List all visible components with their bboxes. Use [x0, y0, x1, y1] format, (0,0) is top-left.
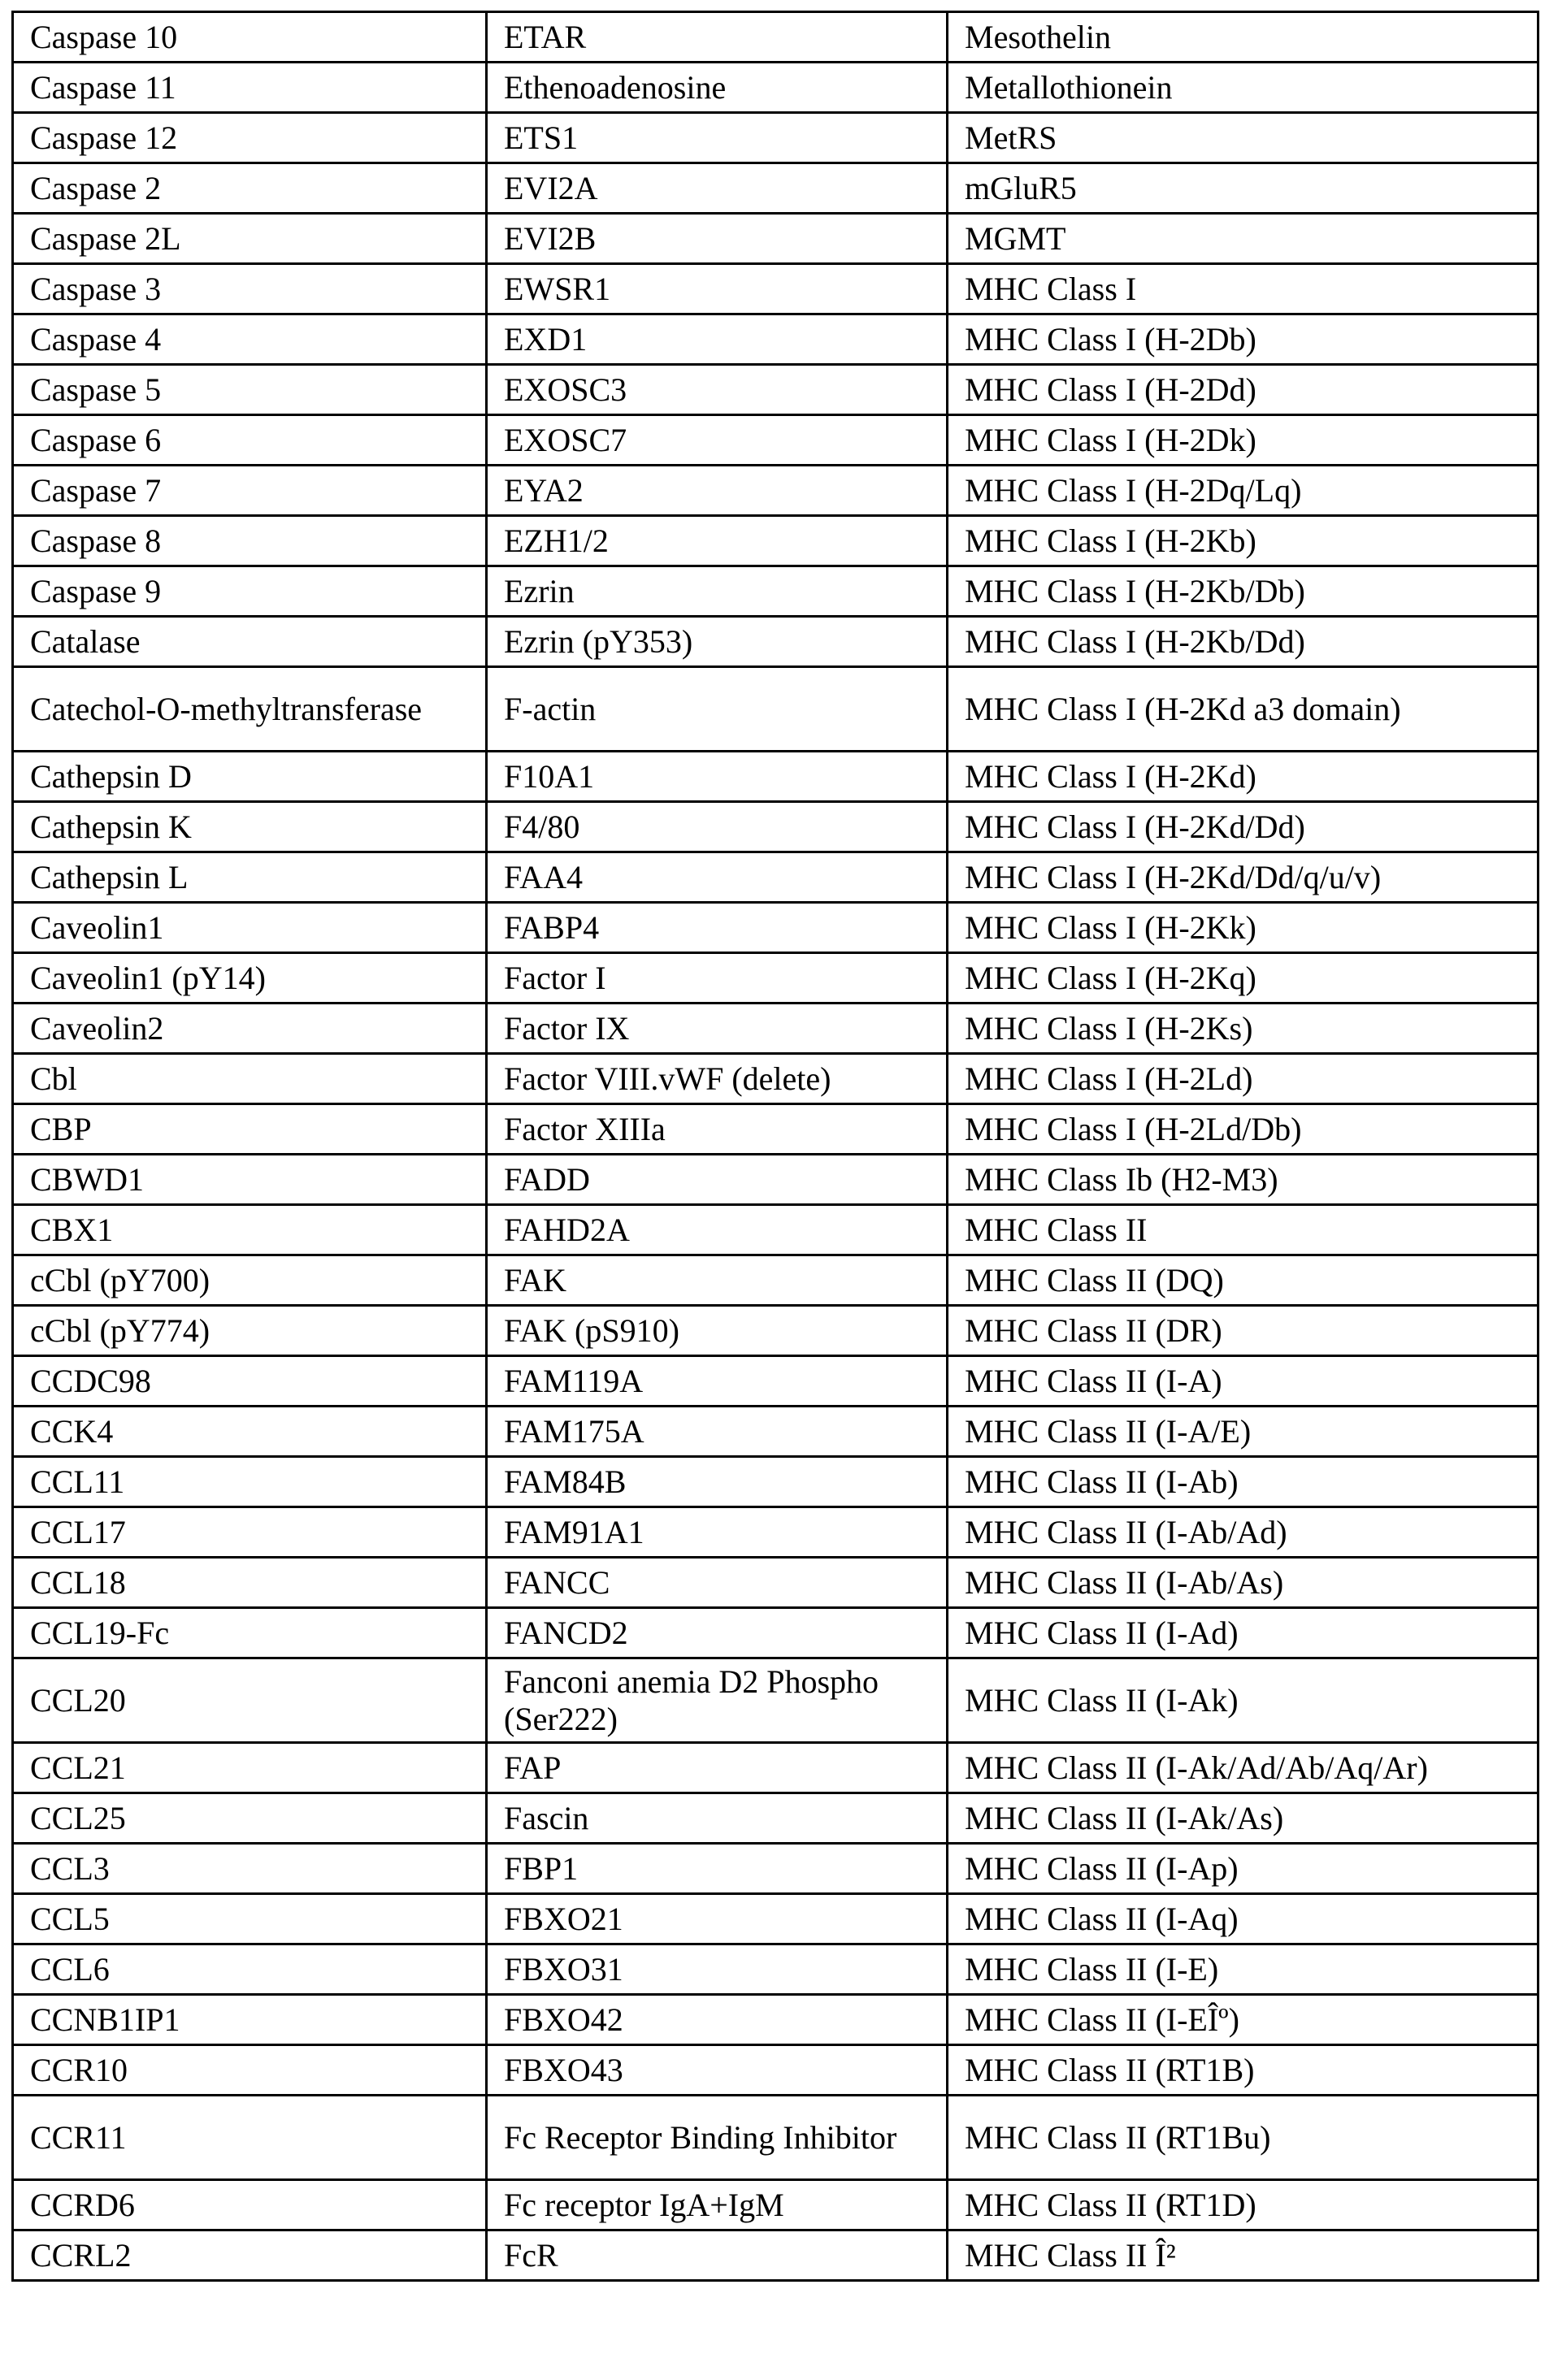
table-cell: MHC Class II (I-Ak/Ad/Ab/Aq/Ar) — [948, 1743, 1538, 1793]
table-row — [13, 1104, 1538, 1155]
table-cell: CCK4 — [13, 1407, 487, 1457]
table-cell: Caveolin2 — [13, 1004, 487, 1054]
table-row — [13, 1255, 1538, 1306]
table-row — [13, 2045, 1538, 2096]
table-cell: Caspase 12 — [13, 113, 487, 163]
table-cell: CCL11 — [13, 1457, 487, 1507]
table-row — [13, 1894, 1538, 1944]
table-row — [13, 1306, 1538, 1356]
table-cell: MHC Class II (DQ) — [948, 1255, 1538, 1306]
table-cell: FcR — [487, 2230, 948, 2281]
table-row — [13, 1356, 1538, 1407]
table-cell: MHC Class I (H-2Db) — [948, 314, 1538, 365]
table-cell: MHC Class II (RT1Bu) — [948, 2096, 1538, 2180]
table-cell: CCNB1IP1 — [13, 1995, 487, 2045]
table-cell: Caveolin1 — [13, 903, 487, 953]
table-row — [13, 1457, 1538, 1507]
table-cell: EXOSC7 — [487, 415, 948, 466]
table-cell: MHC Class II (I-Ak/As) — [948, 1793, 1538, 1844]
table-cell: MHC Class II (I-Ab/Ad) — [948, 1507, 1538, 1558]
table-cell: CCRD6 — [13, 2180, 487, 2230]
table-row — [13, 566, 1538, 617]
table-cell: MHC Class I (H-2Dq/Lq) — [948, 466, 1538, 516]
table-row — [13, 667, 1538, 752]
table-cell: FBXO21 — [487, 1894, 948, 1944]
table-cell: CCL19-Fc — [13, 1608, 487, 1658]
table-cell: Caspase 3 — [13, 264, 487, 314]
table-cell: FADD — [487, 1155, 948, 1205]
table-cell: Caspase 2 — [13, 163, 487, 214]
table-cell: FAM119A — [487, 1356, 948, 1407]
table-cell: CCL18 — [13, 1558, 487, 1608]
table-cell: MHC Class I (H-2Ld) — [948, 1054, 1538, 1104]
table-cell: MHC Class II — [948, 1205, 1538, 1255]
table-cell: FBXO42 — [487, 1995, 948, 2045]
table-row — [13, 113, 1538, 163]
table-row — [13, 1844, 1538, 1894]
table-row — [13, 1793, 1538, 1844]
table-cell: FAM91A1 — [487, 1507, 948, 1558]
table-cell: MHC Class I (H-2Kq) — [948, 953, 1538, 1004]
table-row — [13, 1658, 1538, 1743]
table-cell: MHC Class II (I-E) — [948, 1944, 1538, 1995]
table-cell: Factor VIII.vWF (delete) — [487, 1054, 948, 1104]
table-cell: EYA2 — [487, 466, 948, 516]
table-cell: ETS1 — [487, 113, 948, 163]
table-cell: Factor XIIIa — [487, 1104, 948, 1155]
table-cell: CBWD1 — [13, 1155, 487, 1205]
table-cell: CCRL2 — [13, 2230, 487, 2281]
table-cell: Caveolin1 (pY14) — [13, 953, 487, 1004]
table-cell: EVI2B — [487, 214, 948, 264]
table-row — [13, 2096, 1538, 2180]
table-cell: FBXO43 — [487, 2045, 948, 2096]
table-cell: MetRS — [948, 113, 1538, 163]
table-row — [13, 12, 1538, 63]
table-cell: MHC Class II (I-Ak) — [948, 1658, 1538, 1743]
table-cell: MHC Class II (I-Ad) — [948, 1608, 1538, 1658]
table-cell: MHC Class Ib (H2-M3) — [948, 1155, 1538, 1205]
table-row — [13, 953, 1538, 1004]
table-row — [13, 1743, 1538, 1793]
table-cell: MHC Class I — [948, 264, 1538, 314]
table-cell: MHC Class I (H-2Kb/Db) — [948, 566, 1538, 617]
table-cell: MHC Class I (H-2Kd a3 domain) — [948, 667, 1538, 752]
table-row — [13, 1155, 1538, 1205]
table-cell: FAP — [487, 1743, 948, 1793]
table-row — [13, 1944, 1538, 1995]
table-cell: FAK (pS910) — [487, 1306, 948, 1356]
table-cell: FAK — [487, 1255, 948, 1306]
table-row — [13, 314, 1538, 365]
table-cell: Cbl — [13, 1054, 487, 1104]
table-row — [13, 2230, 1538, 2281]
table-cell: CBP — [13, 1104, 487, 1155]
table-cell: FAHD2A — [487, 1205, 948, 1255]
table-cell: MGMT — [948, 214, 1538, 264]
table-cell: FAM175A — [487, 1407, 948, 1457]
table-cell: MHC Class II (I-Ab/As) — [948, 1558, 1538, 1608]
table-cell: MHC Class I (H-2Kd/Dd) — [948, 802, 1538, 852]
table-cell: MHC Class II Î² — [948, 2230, 1538, 2281]
table-row — [13, 1608, 1538, 1658]
table-cell: MHC Class I (H-2Kk) — [948, 903, 1538, 953]
table-cell: FBXO31 — [487, 1944, 948, 1995]
table-cell: Caspase 4 — [13, 314, 487, 365]
table-cell: MHC Class I (H-2Dd) — [948, 365, 1538, 415]
table-row — [13, 63, 1538, 113]
table-row — [13, 752, 1538, 802]
table-cell: Fanconi anemia D2 Phospho (Ser222) — [487, 1658, 948, 1743]
table-cell: CCL25 — [13, 1793, 487, 1844]
table-cell: CCR11 — [13, 2096, 487, 2180]
table-cell: MHC Class II (I-Aq) — [948, 1894, 1538, 1944]
table-cell: MHC Class II (I-A) — [948, 1356, 1538, 1407]
table-row — [13, 214, 1538, 264]
table-row — [13, 1054, 1538, 1104]
table-cell: Cathepsin L — [13, 852, 487, 903]
table-cell: mGluR5 — [948, 163, 1538, 214]
table-row — [13, 1205, 1538, 1255]
reagent-table — [11, 11, 1539, 2282]
table-cell: FAM84B — [487, 1457, 948, 1507]
table-cell: EWSR1 — [487, 264, 948, 314]
table-cell: cCbl (pY700) — [13, 1255, 487, 1306]
table-row — [13, 516, 1538, 566]
table-cell: Metallothionein — [948, 63, 1538, 113]
table-cell: Caspase 9 — [13, 566, 487, 617]
table-cell: MHC Class II (I-EÎº) — [948, 1995, 1538, 2045]
table-cell: cCbl (pY774) — [13, 1306, 487, 1356]
table-cell: F10A1 — [487, 752, 948, 802]
table-cell: EZH1/2 — [487, 516, 948, 566]
table-cell: Fascin — [487, 1793, 948, 1844]
table-row — [13, 903, 1538, 953]
table-row — [13, 163, 1538, 214]
table-cell: Caspase 5 — [13, 365, 487, 415]
table-cell: MHC Class I (H-2Kb) — [948, 516, 1538, 566]
table-cell: Mesothelin — [948, 12, 1538, 63]
table-cell: FAA4 — [487, 852, 948, 903]
table-cell: CCDC98 — [13, 1356, 487, 1407]
table-row — [13, 1407, 1538, 1457]
table-cell: FABP4 — [487, 903, 948, 953]
table-row — [13, 415, 1538, 466]
table-cell: Fc receptor IgA+IgM — [487, 2180, 948, 2230]
table-cell: Catalase — [13, 617, 487, 667]
table-cell: Cathepsin K — [13, 802, 487, 852]
table-cell: Catechol-O-methyltransferase — [13, 667, 487, 752]
table-cell: Ezrin (pY353) — [487, 617, 948, 667]
table-cell: FBP1 — [487, 1844, 948, 1894]
table-cell: CCL5 — [13, 1894, 487, 1944]
table-cell: Factor I — [487, 953, 948, 1004]
table-cell: Caspase 8 — [13, 516, 487, 566]
table-cell: FANCD2 — [487, 1608, 948, 1658]
table-cell: Ezrin — [487, 566, 948, 617]
table-row — [13, 2180, 1538, 2230]
table-cell: CCR10 — [13, 2045, 487, 2096]
table-row — [13, 1507, 1538, 1558]
table-cell: Caspase 10 — [13, 12, 487, 63]
table-row — [13, 1558, 1538, 1608]
table-cell: MHC Class I (H-2Ks) — [948, 1004, 1538, 1054]
table-cell: Caspase 7 — [13, 466, 487, 516]
table-row — [13, 466, 1538, 516]
table-cell: MHC Class II (RT1D) — [948, 2180, 1538, 2230]
table-cell: CCL3 — [13, 1844, 487, 1894]
table-cell: Factor IX — [487, 1004, 948, 1054]
table-cell: F-actin — [487, 667, 948, 752]
table-cell: MHC Class I (H-2Kb/Dd) — [948, 617, 1538, 667]
table-row — [13, 802, 1538, 852]
table-cell: EXOSC3 — [487, 365, 948, 415]
table-cell: MHC Class I (H-2Kd) — [948, 752, 1538, 802]
table-cell: MHC Class II (I-Ap) — [948, 1844, 1538, 1894]
table-cell: EXD1 — [487, 314, 948, 365]
table-cell: CCL6 — [13, 1944, 487, 1995]
table-row — [13, 365, 1538, 415]
table-cell: CBX1 — [13, 1205, 487, 1255]
table-cell: EVI2A — [487, 163, 948, 214]
table-cell: MHC Class II (RT1B) — [948, 2045, 1538, 2096]
table-row — [13, 264, 1538, 314]
table-cell: CCL21 — [13, 1743, 487, 1793]
table-cell: ETAR — [487, 12, 948, 63]
table-row — [13, 1004, 1538, 1054]
table-cell: MHC Class II (I-A/E) — [948, 1407, 1538, 1457]
table-row — [13, 852, 1538, 903]
table-cell: Ethenoadenosine — [487, 63, 948, 113]
table-cell: Cathepsin D — [13, 752, 487, 802]
table-cell: CCL17 — [13, 1507, 487, 1558]
table-cell: F4/80 — [487, 802, 948, 852]
table-cell: MHC Class I (H-2Ld/Db) — [948, 1104, 1538, 1155]
table-cell: CCL20 — [13, 1658, 487, 1743]
table-cell: Caspase 6 — [13, 415, 487, 466]
table-row — [13, 617, 1538, 667]
table-cell: MHC Class II (DR) — [948, 1306, 1538, 1356]
table-cell: MHC Class I (H-2Dk) — [948, 415, 1538, 466]
table-cell: Fc Receptor Binding Inhibitor — [487, 2096, 948, 2180]
table-cell: FANCC — [487, 1558, 948, 1608]
table-cell: Caspase 11 — [13, 63, 487, 113]
table-cell: MHC Class I (H-2Kd/Dd/q/u/v) — [948, 852, 1538, 903]
table-cell: Caspase 2L — [13, 214, 487, 264]
table-row — [13, 1995, 1538, 2045]
table-cell: MHC Class II (I-Ab) — [948, 1457, 1538, 1507]
